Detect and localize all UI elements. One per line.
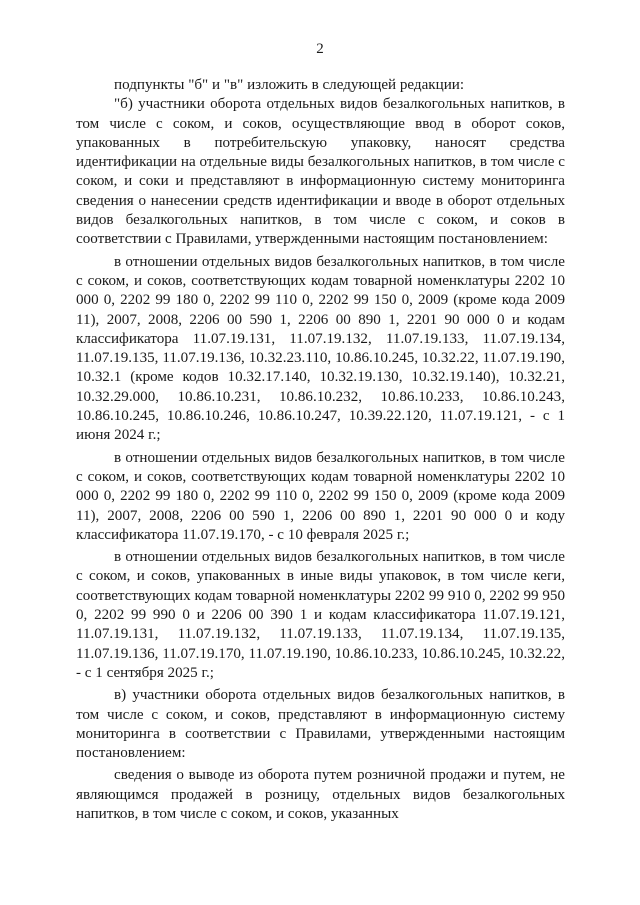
document-body xyxy=(76,76,565,824)
paragraph-intro: подпункты "б" и "в" изложить в следующей редакции: xyxy=(114,77,465,93)
paragraph-subitem-b: "б) участники оборота отдельных видов безалкогольных напитков, в том числе с соком, и соков, осуществляющие ввод в оборот соков, упакованных в потребительскую упаковку, наносят средства идентификации на отдельные виды безалкогольных напитков, в том числе с соком, и соки и представляют в информационную систему мониторинга сведения о нанесении средств идентификации и вводе в оборот отдельных видов безалкогольных напитков, в том числе с соком, и соков в соответствии с Правилами, утвержденными настоящим постановлением: xyxy=(76,96,565,248)
paragraph-deadline-2025-09-01: в отношении отдельных видов безалкогольных напитков, в том числе с соком, и соков, упакованных в иные виды упаковок, в том числе кеги, соответствующих кодам товарной номенклатуры 2202 99 910 0, 2202 99 950 0, 2202 99 990 0 и 2206 00 390 1 и кодам классификатора 11.07.19.121, 11.07.19.131, 11.07.19.132, 11.07.19.133, 11.07.19.134, 11.07.19.135, 11.07.19.136, 11.07.19.170, 11.07.19.190, 10.86.10.233, 10.86.10.245, 10.32.22, - с 1 сентября 2025 г.; xyxy=(76,549,565,681)
page-number: 2 xyxy=(316,41,324,57)
paragraph-deadline-2024-06-01: в отношении отдельных видов безалкогольных напитков, в том числе с соком, и соков, соответствующих кодам товарной номенклатуры 2202 10 000 0, 2202 99 180 0, 2202 99 110 0, 2202 99 150 0, 2009 (кроме кода 2009 11), 2007, 2008, 2206 00 590 1, 2206 00 890 1, 2201 90 000 0 и кодам классификатора 11.07.19.131, 11.07.19.132, 11.07.19.133, 11.07.19.134, 11.07.19.135, 11.07.19.136, 10.32.23.110, 10.86.10.245, 10.32.22, 11.07.19.190, 10.32.1 (кроме кодов 10.32.17.140, 10.32.19.130, 10.32.19.140), 10.32.21, 10.32.29.000, 10.86.10.231, 10.86.10.232, 10.86.10.233, 10.86.10.243, 10.86.10.245, 10.86.10.246, 10.86.10.247, 10.39.22.120, 11.07.19.121, - с 1 июня 2024 г.; xyxy=(76,253,565,444)
paragraph-deadline-2025-02-10: в отношении отдельных видов безалкогольных напитков, в том числе с соком, и соков, соответствующих кодам товарной номенклатуры 2202 10 000 0, 2202 99 180 0, 2202 99 110 0, 2202 99 150 0, 2009 (кроме кода 2009 11), 2007, 2008, 2206 00 590 1, 2206 00 890 1, 2201 90 000 0 и коду классификатора 11.07.19.170, - с 10 февраля 2025 г.; xyxy=(76,449,565,543)
paragraph-subitem-v: в) участники оборота отдельных видов безалкогольных напитков, в том числе с соком, и соков, представляют в информационную систему мониторинга в соответствии с Правилами, утвержденными настоящим постановлением: xyxy=(76,687,565,762)
paragraph-withdrawal-info: сведения о выводе из оборота путем розничной продажи и путем, не являющимся продажей в розницу, отдельных видов безалкогольных напитков, в том числе с соком, и соков, указанных xyxy=(76,767,565,822)
